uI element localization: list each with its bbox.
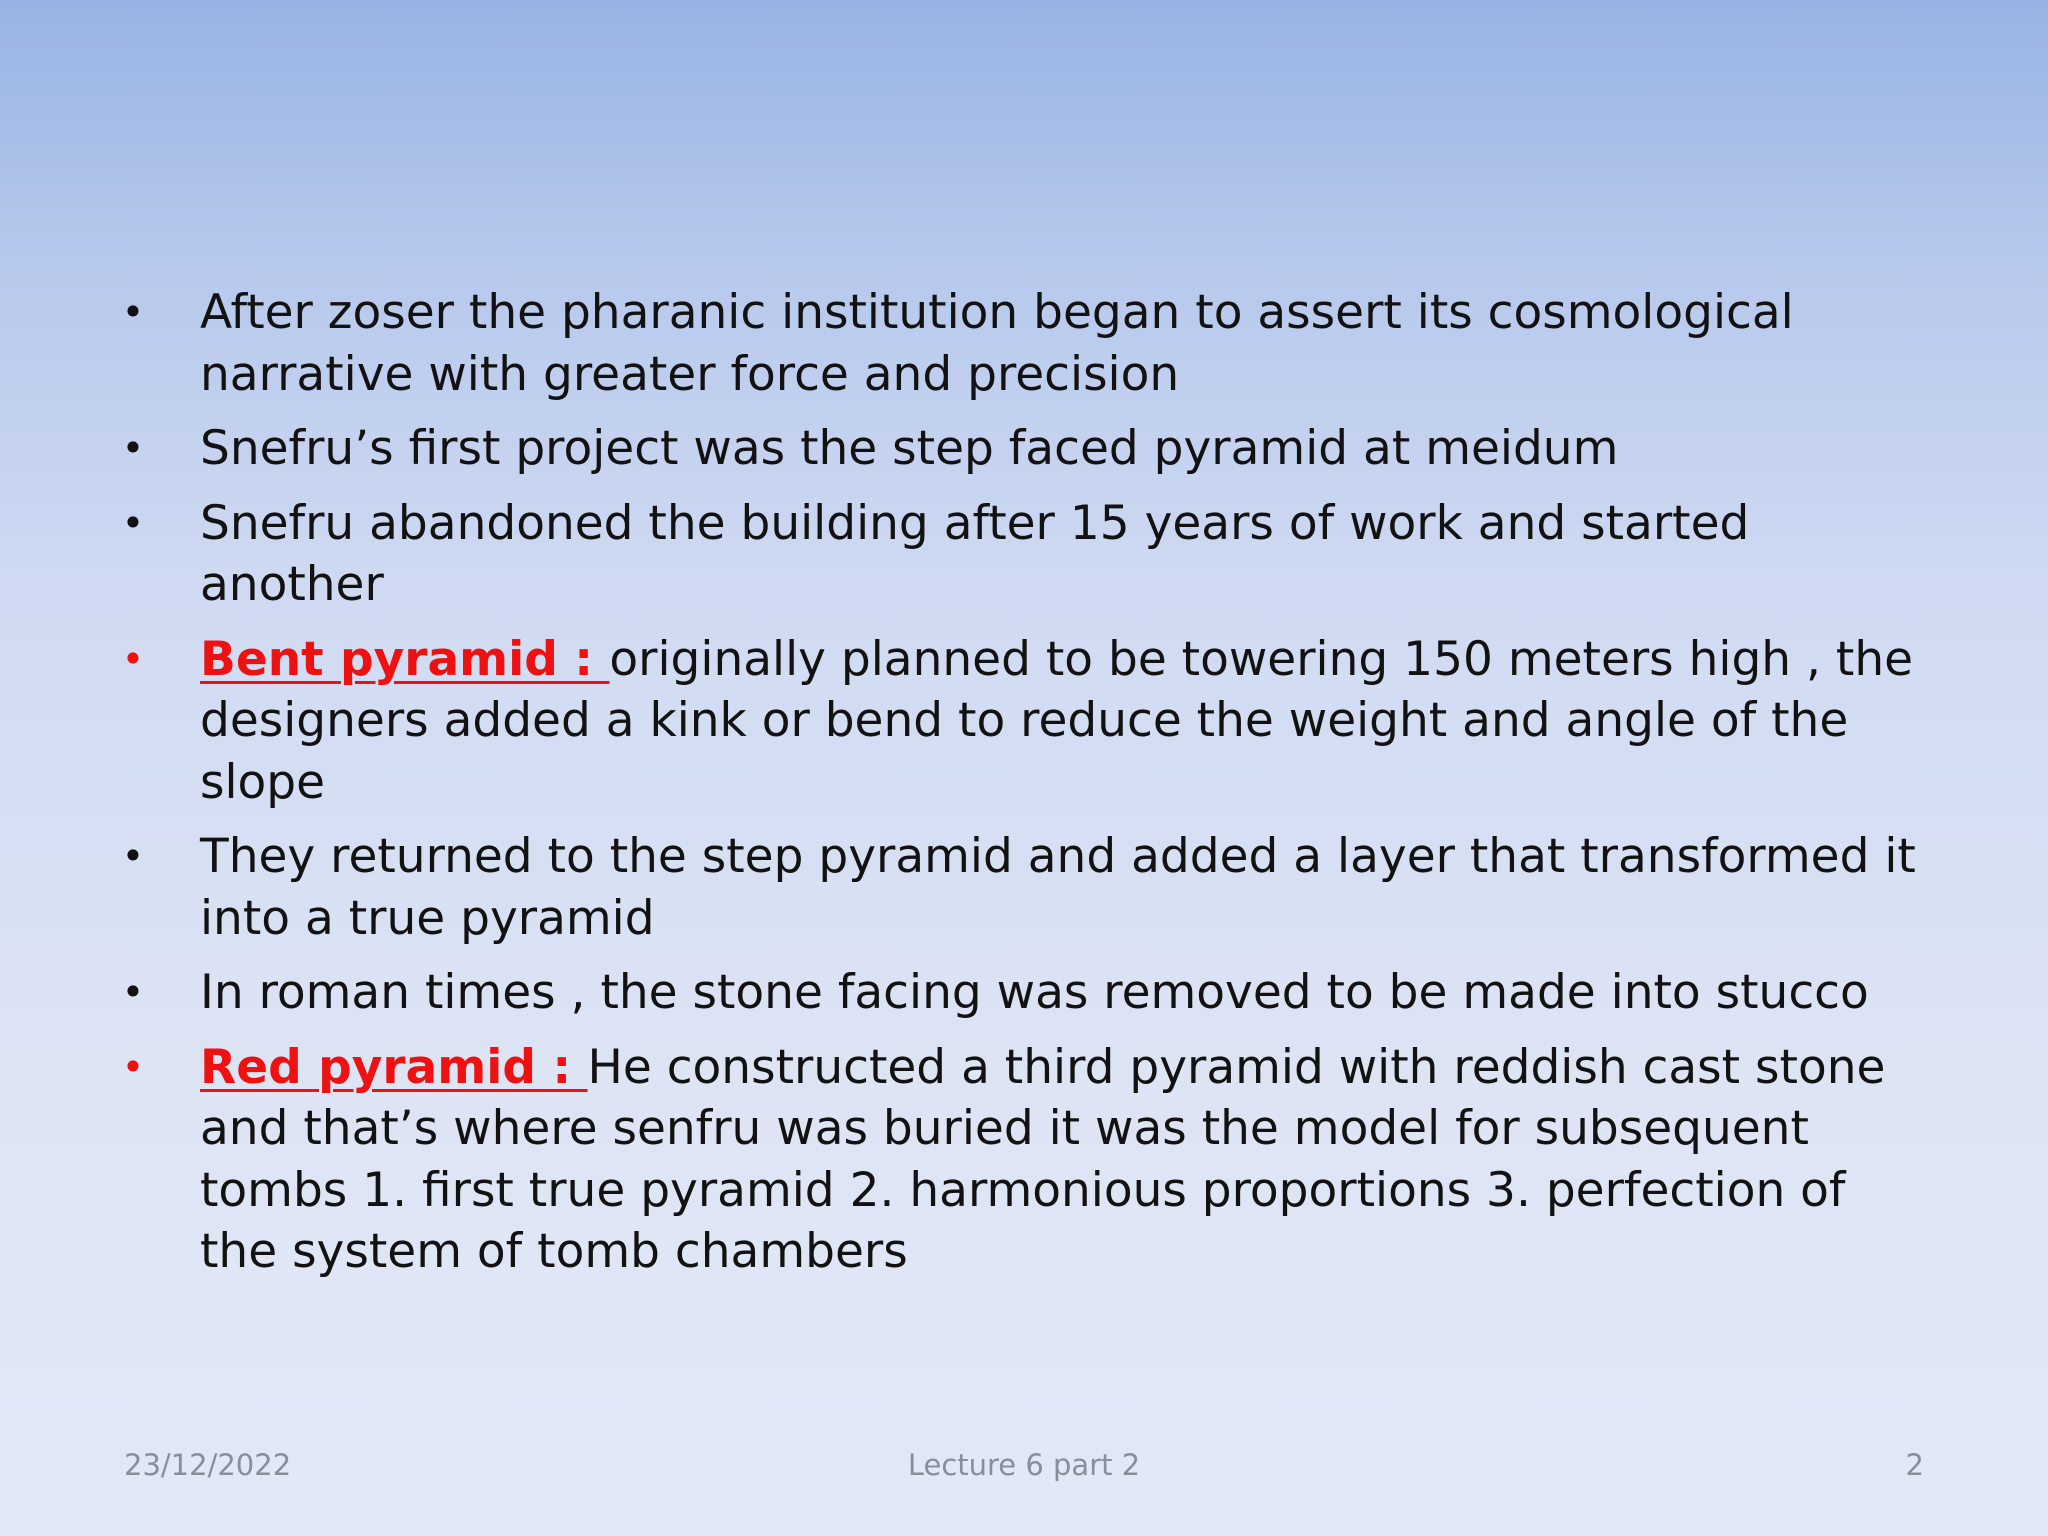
bullet-item-2	[118, 418, 1928, 480]
footer-date: 23/12/2022	[124, 1448, 292, 1482]
red-pyramid-term-link[interactable]: Red pyramid :	[200, 1039, 588, 1095]
bullet-marker: •	[121, 426, 145, 470]
bullet-item-5	[118, 826, 1928, 949]
bullet-marker: •	[121, 834, 145, 878]
bullet-marker: •	[121, 970, 145, 1014]
bullet-text: originally planned to be towering 150 meters high , the designers added a kink or bend to reduce the weight and angle of the slope	[200, 631, 1914, 810]
bullet-text: He constructed a third pyramid with reddish cast stone and that’s where senfru was buried it was the model for subsequent tombs 1. first true pyramid 2. harmonious proportions 3. perfection of the system of tomb chambers	[200, 1039, 1886, 1279]
bullet-text: Snefru abandoned the building after 15 years of work and started another	[200, 495, 1750, 612]
bent-pyramid-term-link[interactable]: Bent pyramid :	[200, 631, 610, 687]
bullet-item-3	[118, 493, 1928, 616]
bullet-text: They returned to the step pyramid and added a layer that transformed it into a true pyramid	[200, 829, 1916, 946]
bullet-marker: •	[121, 290, 145, 334]
footer-title: Lecture 6 part 2	[907, 1448, 1141, 1482]
bullet-text: In roman times , the stone facing was removed to be made into stucco	[200, 965, 1869, 1020]
bullet-list	[118, 282, 1928, 1296]
bullet-item-6	[118, 962, 1928, 1024]
bullet-item-7	[118, 1037, 1928, 1283]
bullet-marker-red: •	[121, 1044, 145, 1089]
bullet-item-4	[118, 629, 1928, 814]
slide-number: 2	[1905, 1448, 1924, 1482]
bullet-marker-red: •	[121, 636, 145, 681]
bullet-marker: •	[121, 500, 145, 545]
bullet-text: After zoser the pharanic institution began to assert its cosmological narrative with greater force and precision	[200, 285, 1794, 402]
bullet-text: Snefru’s first project was the step faced pyramid at meidum	[200, 421, 1619, 476]
bullet-item-1	[118, 282, 1928, 405]
